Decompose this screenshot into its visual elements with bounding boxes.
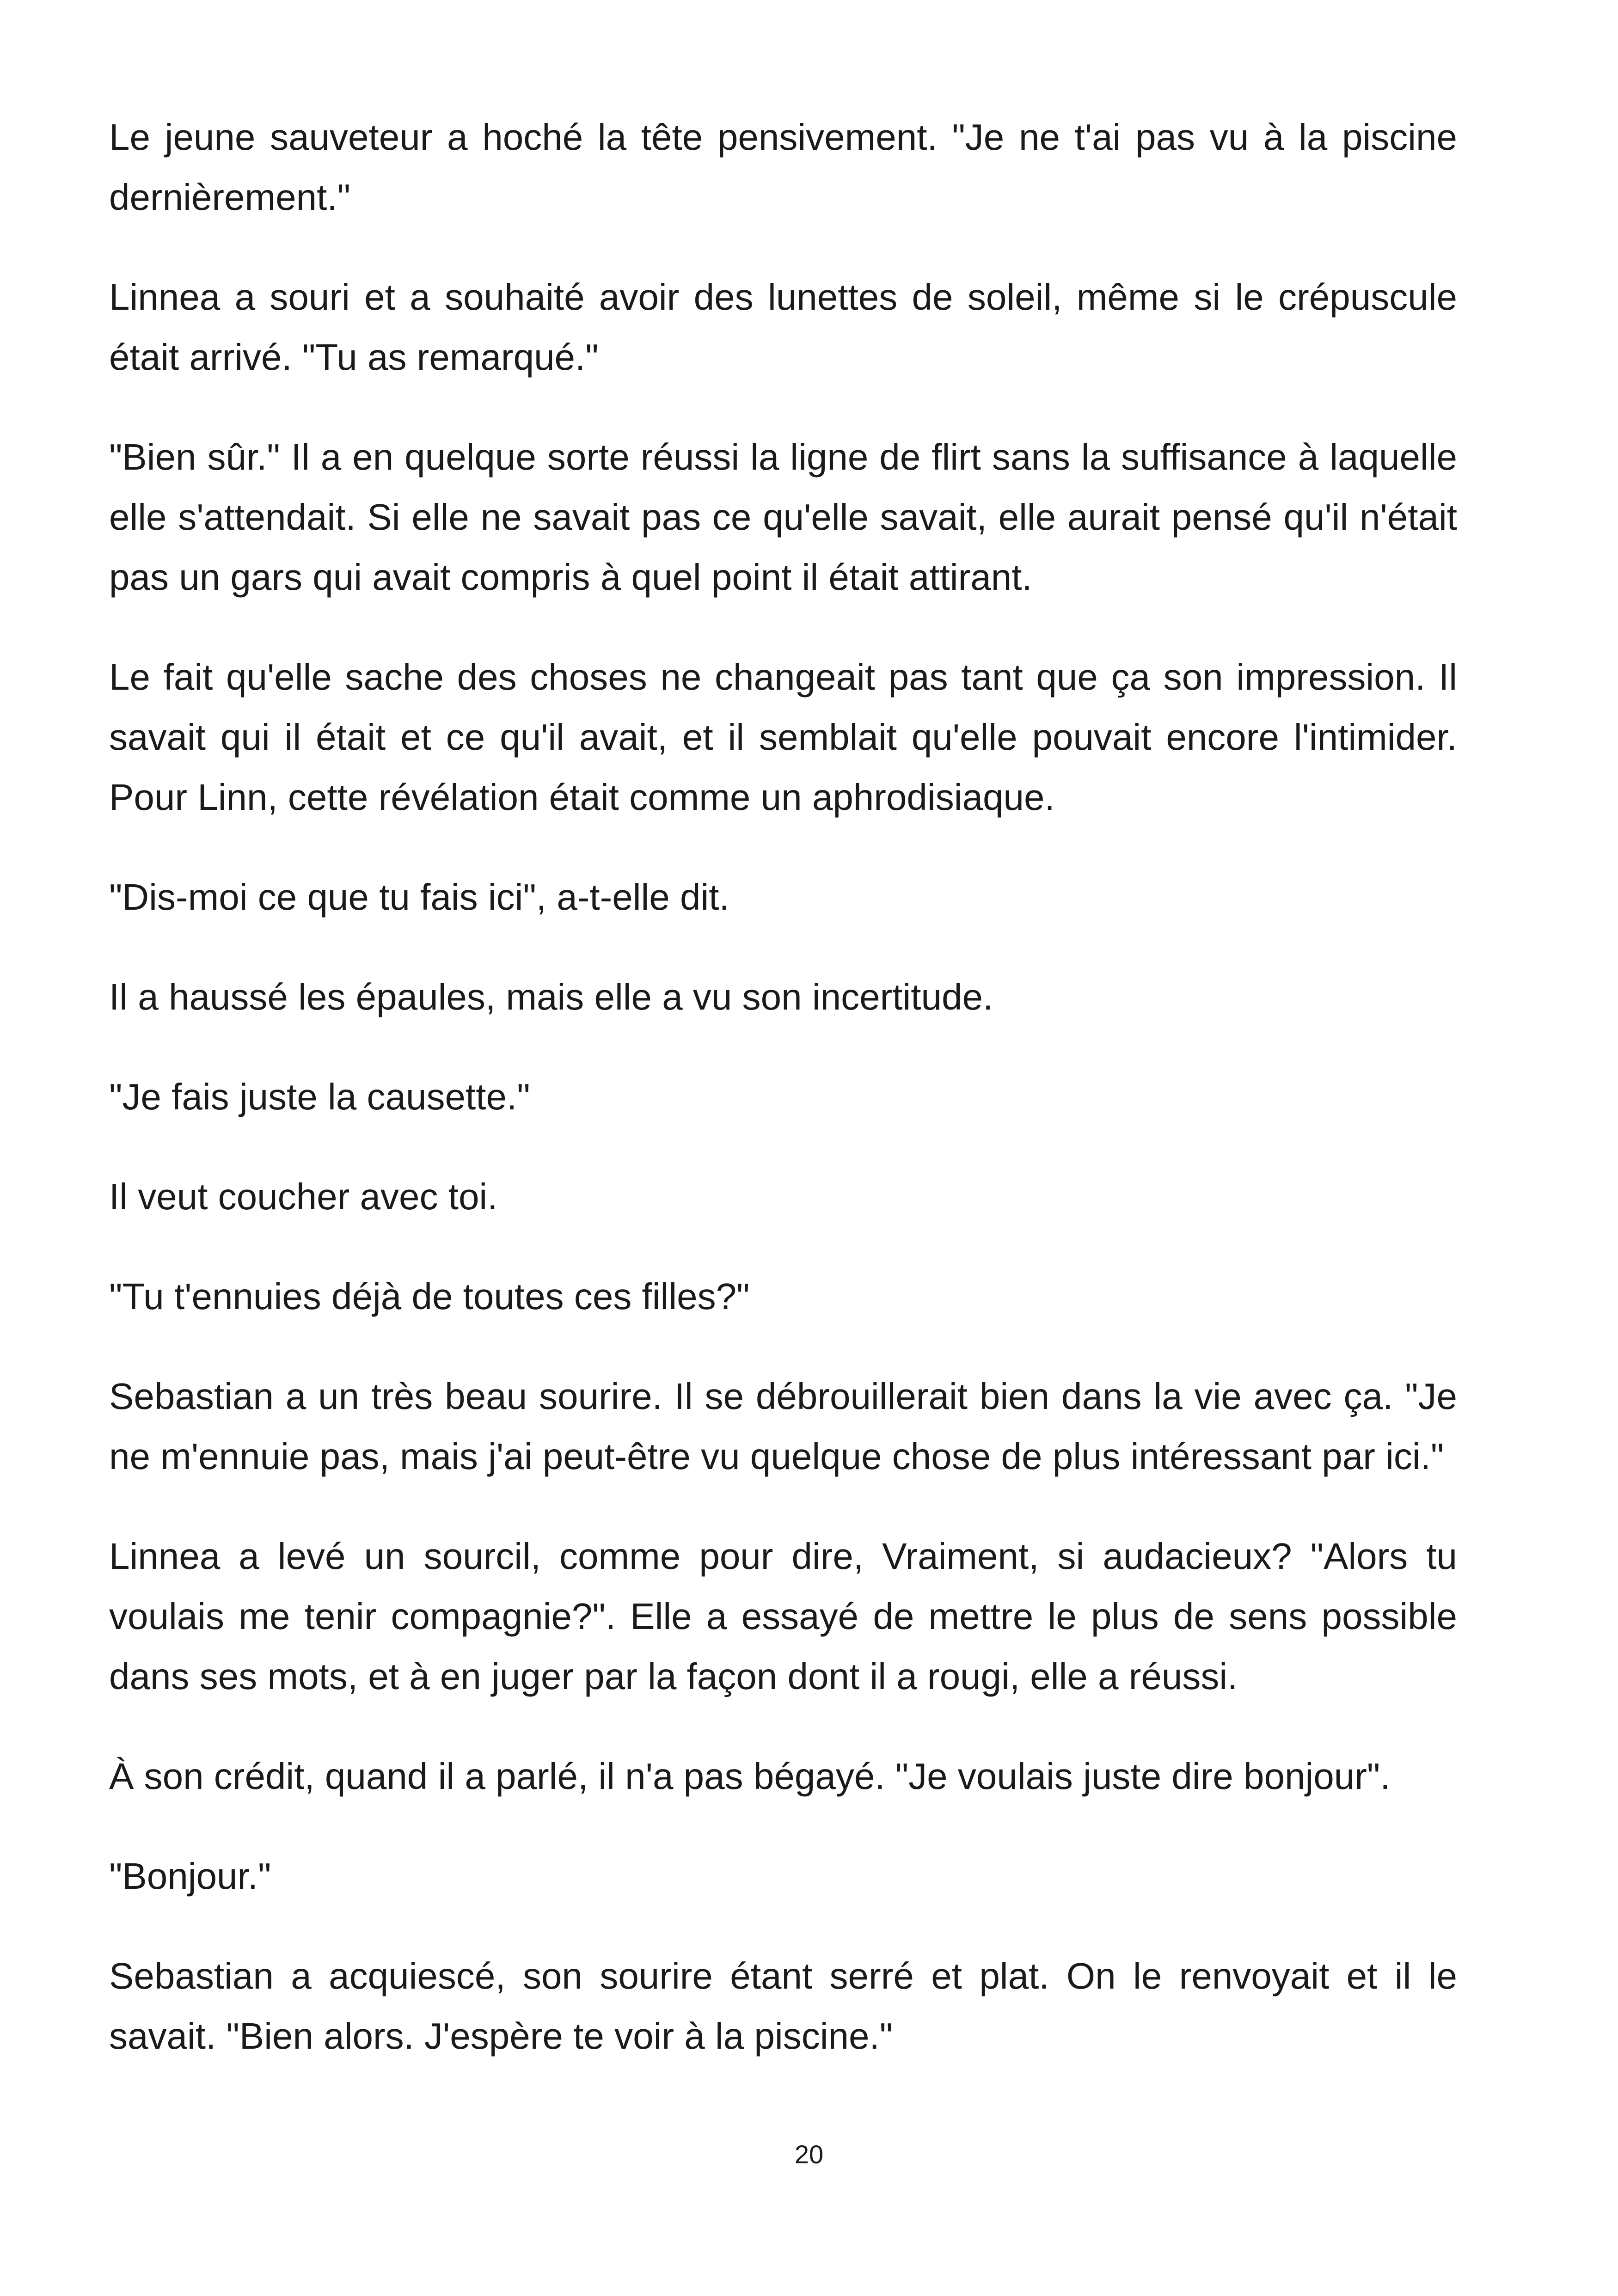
body-text [109, 107, 1457, 2106]
paragraph: Le jeune sauveteur a hoché la tête pensivement. "Je ne t'ai pas vu à la piscine dernièrement." [109, 116, 1457, 218]
page-number: 20 [794, 2140, 824, 2169]
paragraph: Sebastian a acquiescé, son sourire étant serré et plat. On le renvoyait et il le savait. "Bien alors. J'espère te voir à la piscine." [109, 1955, 1457, 2057]
paragraph: Linnea a levé un sourcil, comme pour dire, Vraiment, si audacieux? "Alors tu voulais me tenir compagnie?". Elle a essayé de mettre le plus de sens possible dans ses mots, et à en juger par la façon dont il a rougi, elle a réussi. [109, 1536, 1457, 1697]
paragraph: À son crédit, quand il a parlé, il n'a pas bégayé. "Je voulais juste dire bonjour". [109, 1756, 1391, 1797]
paragraph: "Bien sûr." Il a en quelque sorte réussi la ligne de flirt sans la suffisance à laquelle elle s'attendait. Si elle ne savait pas ce qu'elle savait, elle aurait pensé qu'il n'était pas un gars qui avait compris à quel point il était attirant. [109, 436, 1457, 598]
paragraph: Il veut coucher avec toi. [109, 1176, 498, 1217]
paragraph: "Bonjour." [109, 1855, 271, 1897]
paragraph: Il a haussé les épaules, mais elle a vu son incertitude. [109, 976, 993, 1017]
paragraph: Linnea a souri et a souhaité avoir des lunettes de soleil, même si le crépuscule était arrivé. "Tu as remarqué." [109, 276, 1457, 378]
paragraph: Sebastian a un très beau sourire. Il se débrouillerait bien dans la vie avec ça. "Je ne m'ennuie pas, mais j'ai peut-être vu quelque chose de plus intéressant par ici." [109, 1376, 1457, 1477]
paragraph: "Je fais juste la causette." [109, 1076, 530, 1117]
paragraph: "Dis-moi ce que tu fais ici", a-t-elle dit. [109, 876, 729, 918]
paragraph: "Tu t'ennuies déjà de toutes ces filles?" [109, 1276, 750, 1317]
paragraph: Le fait qu'elle sache des choses ne changeait pas tant que ça son impression. Il savait qui il était et ce qu'il avait, et il semblait qu'elle pouvait encore l'intimider. Pour Linn, cette révélation était comme un aphrodisiaque. [109, 656, 1457, 818]
